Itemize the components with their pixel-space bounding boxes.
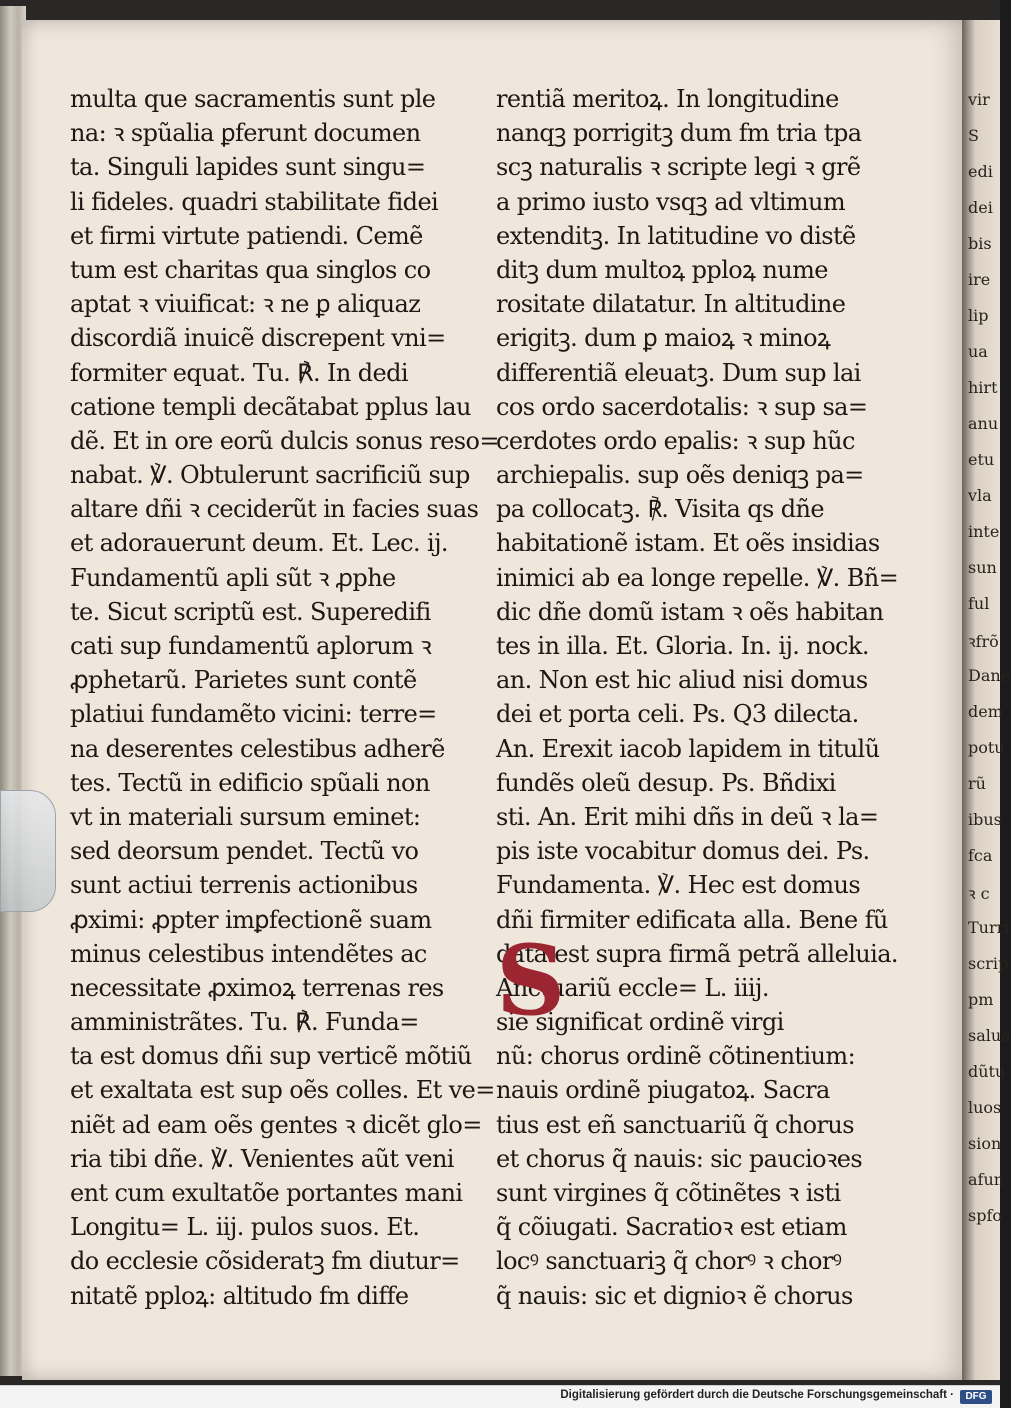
- next-page-fragment: ibus: [968, 810, 1002, 829]
- text-line: cos ordo sacerdotalis: ꝛ sup sa=: [496, 392, 868, 421]
- next-page-fragment: ire: [968, 270, 991, 289]
- text-line: na: ꝛ spũalia ꝑferunt documen: [70, 119, 421, 148]
- next-page-fragment: inte: [968, 522, 1000, 541]
- text-line: aptat ꝛ viuificat: ꝛ ne ꝑ aliquaz: [70, 290, 421, 319]
- next-page-fragment: edi: [968, 162, 993, 181]
- text-line: tius est eñ sanctuariũ q̃ chorus: [496, 1110, 854, 1139]
- next-page-fragment: potu: [968, 738, 1005, 757]
- text-line: erigitꝫ. dum ꝑ maioꝝ ꝛ minoꝝ: [496, 324, 831, 353]
- text-line: et chorus q̃ nauis: sic paucioꝛes: [496, 1144, 863, 1173]
- text-line: Anctuariũ eccle= L. iiij.: [496, 973, 769, 1002]
- text-line: platiui fundamẽto vicini: terre=: [70, 700, 437, 729]
- text-line: ꝓximi: ꝓpter imꝑfectionẽ suam: [70, 905, 432, 934]
- text-line: An. Erexit iacob lapidem in titulũ: [496, 734, 880, 763]
- footer-bar: [0, 1385, 1000, 1408]
- next-page-fragment: vir: [968, 90, 990, 109]
- next-page-fragment: ful: [968, 594, 990, 613]
- text-line: q̃ nauis: sic et dignioꝛ ẽ chorus: [496, 1281, 853, 1310]
- next-page-fragment: rũ: [968, 774, 986, 793]
- text-line: ria tibi dñe. ℣. Venientes aũt veni: [70, 1144, 454, 1173]
- next-page-fragment: ua: [968, 342, 988, 361]
- text-line: multa que sacramentis sunt ple: [70, 85, 436, 113]
- next-page-fragment: scrip: [968, 954, 1009, 973]
- text-line: sti. An. Erit mihi dñs in deũ ꝛ la=: [496, 802, 879, 831]
- text-line: et adorauerunt deum. Et. Lec. ij.: [70, 529, 448, 558]
- next-page-fragment: Dane: [968, 666, 1011, 685]
- text-line: Fundamenta. ℣. Hec est domus: [496, 871, 861, 900]
- text-line: habitationẽ istam. Et oẽs insidias: [496, 529, 880, 558]
- text-line: ditꝫ dum multoꝝ pploꝝ nume: [496, 255, 828, 284]
- next-page-fragment: sion: [968, 1134, 1002, 1153]
- text-line: fundẽs oleũ desup. Ps. Bñdixi: [496, 768, 836, 797]
- next-page-fragment: pm: [968, 990, 994, 1009]
- next-page-fragment: ꝛfrõ: [968, 632, 999, 651]
- text-line: differentiã eleuatꝫ. Dum sup lai: [496, 358, 861, 387]
- text-line: minus celestibus intendẽtes ac: [70, 939, 427, 968]
- text-line: nabat. ℣. Obtulerunt sacrificiũ sup: [70, 461, 470, 490]
- text-line: cerdotes ordo epalis: ꝛ sup hũc: [496, 426, 855, 455]
- text-line: pa collocatꝫ. ℟. Visita qs dñe: [496, 495, 824, 524]
- text-line: a primo iusto vsqꝫ ad vltimum: [496, 187, 846, 216]
- next-page-fragment: lip: [968, 306, 989, 325]
- text-line: pis iste vocabitur domus dei. Ps.: [496, 837, 870, 866]
- text-line: vt in materiali sursum eminet:: [70, 802, 421, 831]
- text-line: do ecclesie cõsideratꝫ fm diutur=: [70, 1247, 460, 1276]
- next-page-fragment: dei: [968, 198, 993, 217]
- next-page-fragment: etu: [968, 450, 995, 469]
- text-line: dei et porta celi. Ps. Q3 dilecta.: [496, 700, 859, 729]
- text-line: formiter equat. Tu. ℟. In dedi: [70, 358, 408, 387]
- text-line: nitatẽ pploꝝ: altitudo fm diffe: [70, 1281, 409, 1310]
- next-page-fragment: afun: [968, 1170, 1005, 1189]
- next-page-fragment: luos: [968, 1098, 1002, 1117]
- next-page-fragment: ꝛ c: [968, 884, 990, 903]
- text-line: data est supra firmã petrã alleluia.: [496, 939, 898, 968]
- text-line: tes. Tectũ in edificio spũali non: [70, 768, 430, 797]
- text-line: na deserentes celestibus adherẽ: [70, 734, 445, 763]
- text-line: locꝰ sanctuariꝫ q̃ chorꝰ ꝛ chorꝰ: [496, 1247, 842, 1276]
- text-line: altare dñi ꝛ ceciderũt in facies suas: [70, 495, 479, 524]
- text-line: extenditꝫ. In latitudine vo distẽ: [496, 221, 856, 250]
- text-line: li fideles. quadri stabilitate fidei: [70, 187, 439, 216]
- next-page-edge: [962, 20, 1011, 1380]
- next-page-fragment: sun: [968, 558, 997, 577]
- text-line: discordiã inuicẽ discrepent vni=: [70, 324, 446, 353]
- text-line: amministrãtes. Tu. ℟. Funda=: [70, 1008, 419, 1037]
- text-line: Fundamentũ apli sũt ꝛ ꝓphe: [70, 563, 396, 592]
- page-clip: [0, 790, 56, 912]
- text-line: sie significat ordinẽ virgi: [496, 1008, 784, 1037]
- next-page-fragment: spfo: [968, 1206, 1003, 1225]
- next-page-fragment: dem: [968, 702, 1003, 721]
- text-line: sunt actiui terrenis actionibus: [70, 871, 418, 900]
- text-line: ta. Singuli lapides sunt singu=: [70, 153, 426, 182]
- text-line: sed deorsum pendet. Tectũ vo: [70, 837, 419, 866]
- text-line: necessitate ꝓximoꝝ terrenas res: [70, 973, 444, 1002]
- left-text-column: [70, 82, 499, 1313]
- text-line: nanqꝫ porrigitꝫ dum fm tria tpa: [496, 119, 862, 148]
- next-page-fragment: Turri: [968, 918, 1010, 937]
- next-page-fragment: vla: [968, 486, 992, 505]
- text-line: tum est charitas qua singlos co: [70, 255, 431, 284]
- text-line: nauis ordinẽ piugatoꝝ. Sacra: [496, 1076, 830, 1105]
- next-page-fragment: dũtu: [968, 1062, 1006, 1081]
- dfg-logo: DFG: [960, 1390, 992, 1404]
- text-line: nũ: chorus ordinẽ cõtinentium:: [496, 1042, 856, 1071]
- next-page-fragment: salua: [968, 1026, 1011, 1045]
- text-line: rentiã meritoꝝ. In longitudine: [496, 85, 839, 113]
- text-line: cati sup fundamentũ aplorum ꝛ: [70, 632, 432, 660]
- text-line: et exaltata est sup oẽs colles. Et ve=: [70, 1076, 495, 1105]
- next-page-fragment: anu: [968, 414, 999, 433]
- text-line: niẽt ad eam oẽs gentes ꝛ dicẽt glo=: [70, 1110, 482, 1139]
- text-line: Longitu= L. iij. pulos suos. Et.: [70, 1213, 420, 1242]
- next-page-fragment: bis: [968, 234, 992, 253]
- footer-credit: Digitalisierung gefördert durch die Deutsche Forschungsgemeinschaft ·: [560, 1389, 954, 1401]
- text-line: archiepalis. sup oẽs deniqꝫ pa=: [496, 461, 864, 490]
- text-line: dic dñe domũ istam ꝛ oẽs habitan: [496, 597, 884, 626]
- text-line: an. Non est hic aliud nisi domus: [496, 666, 868, 695]
- text-line: ta est domus dñi sup verticẽ mõtiũ: [70, 1042, 472, 1071]
- text-line: dẽ. Et in ore eorũ dulcis sonus reso=: [70, 426, 499, 455]
- text-line: q̃ cõiugati. Sacratioꝛ est etiam: [496, 1213, 847, 1242]
- text-line: rositate dilatatur. In altitudine: [496, 290, 846, 319]
- decorated-initial-s: S: [496, 924, 566, 1037]
- text-line: ent cum exultatõe portantes mani: [70, 1179, 463, 1207]
- text-line: te. Sicut scriptũ est. Superedifi: [70, 597, 431, 626]
- next-page-fragment: fca: [968, 846, 993, 865]
- next-page-fragment: S: [968, 126, 979, 145]
- text-line: sunt virgines q̃ cõtinẽtes ꝛ isti: [496, 1179, 841, 1207]
- text-line: tes in illa. Et. Gloria. In. ij. nock.: [496, 632, 869, 660]
- text-line: inimici ab ea longe repelle. ℣. Bñ=: [496, 563, 899, 592]
- next-page-fragment: hirt: [968, 378, 998, 397]
- text-line: dñi firmiter edificata alla. Bene fũ: [496, 905, 888, 934]
- text-line: et firmi virtute patiendi. Cemẽ: [70, 221, 423, 250]
- right-text-column: [496, 82, 899, 1313]
- text-line: catione templi decãtabat pplus lau: [70, 392, 471, 421]
- text-line: ꝓphetarũ. Parietes sunt contẽ: [70, 666, 417, 695]
- text-line: scꝫ naturalis ꝛ scripte legi ꝛ grẽ: [496, 153, 861, 182]
